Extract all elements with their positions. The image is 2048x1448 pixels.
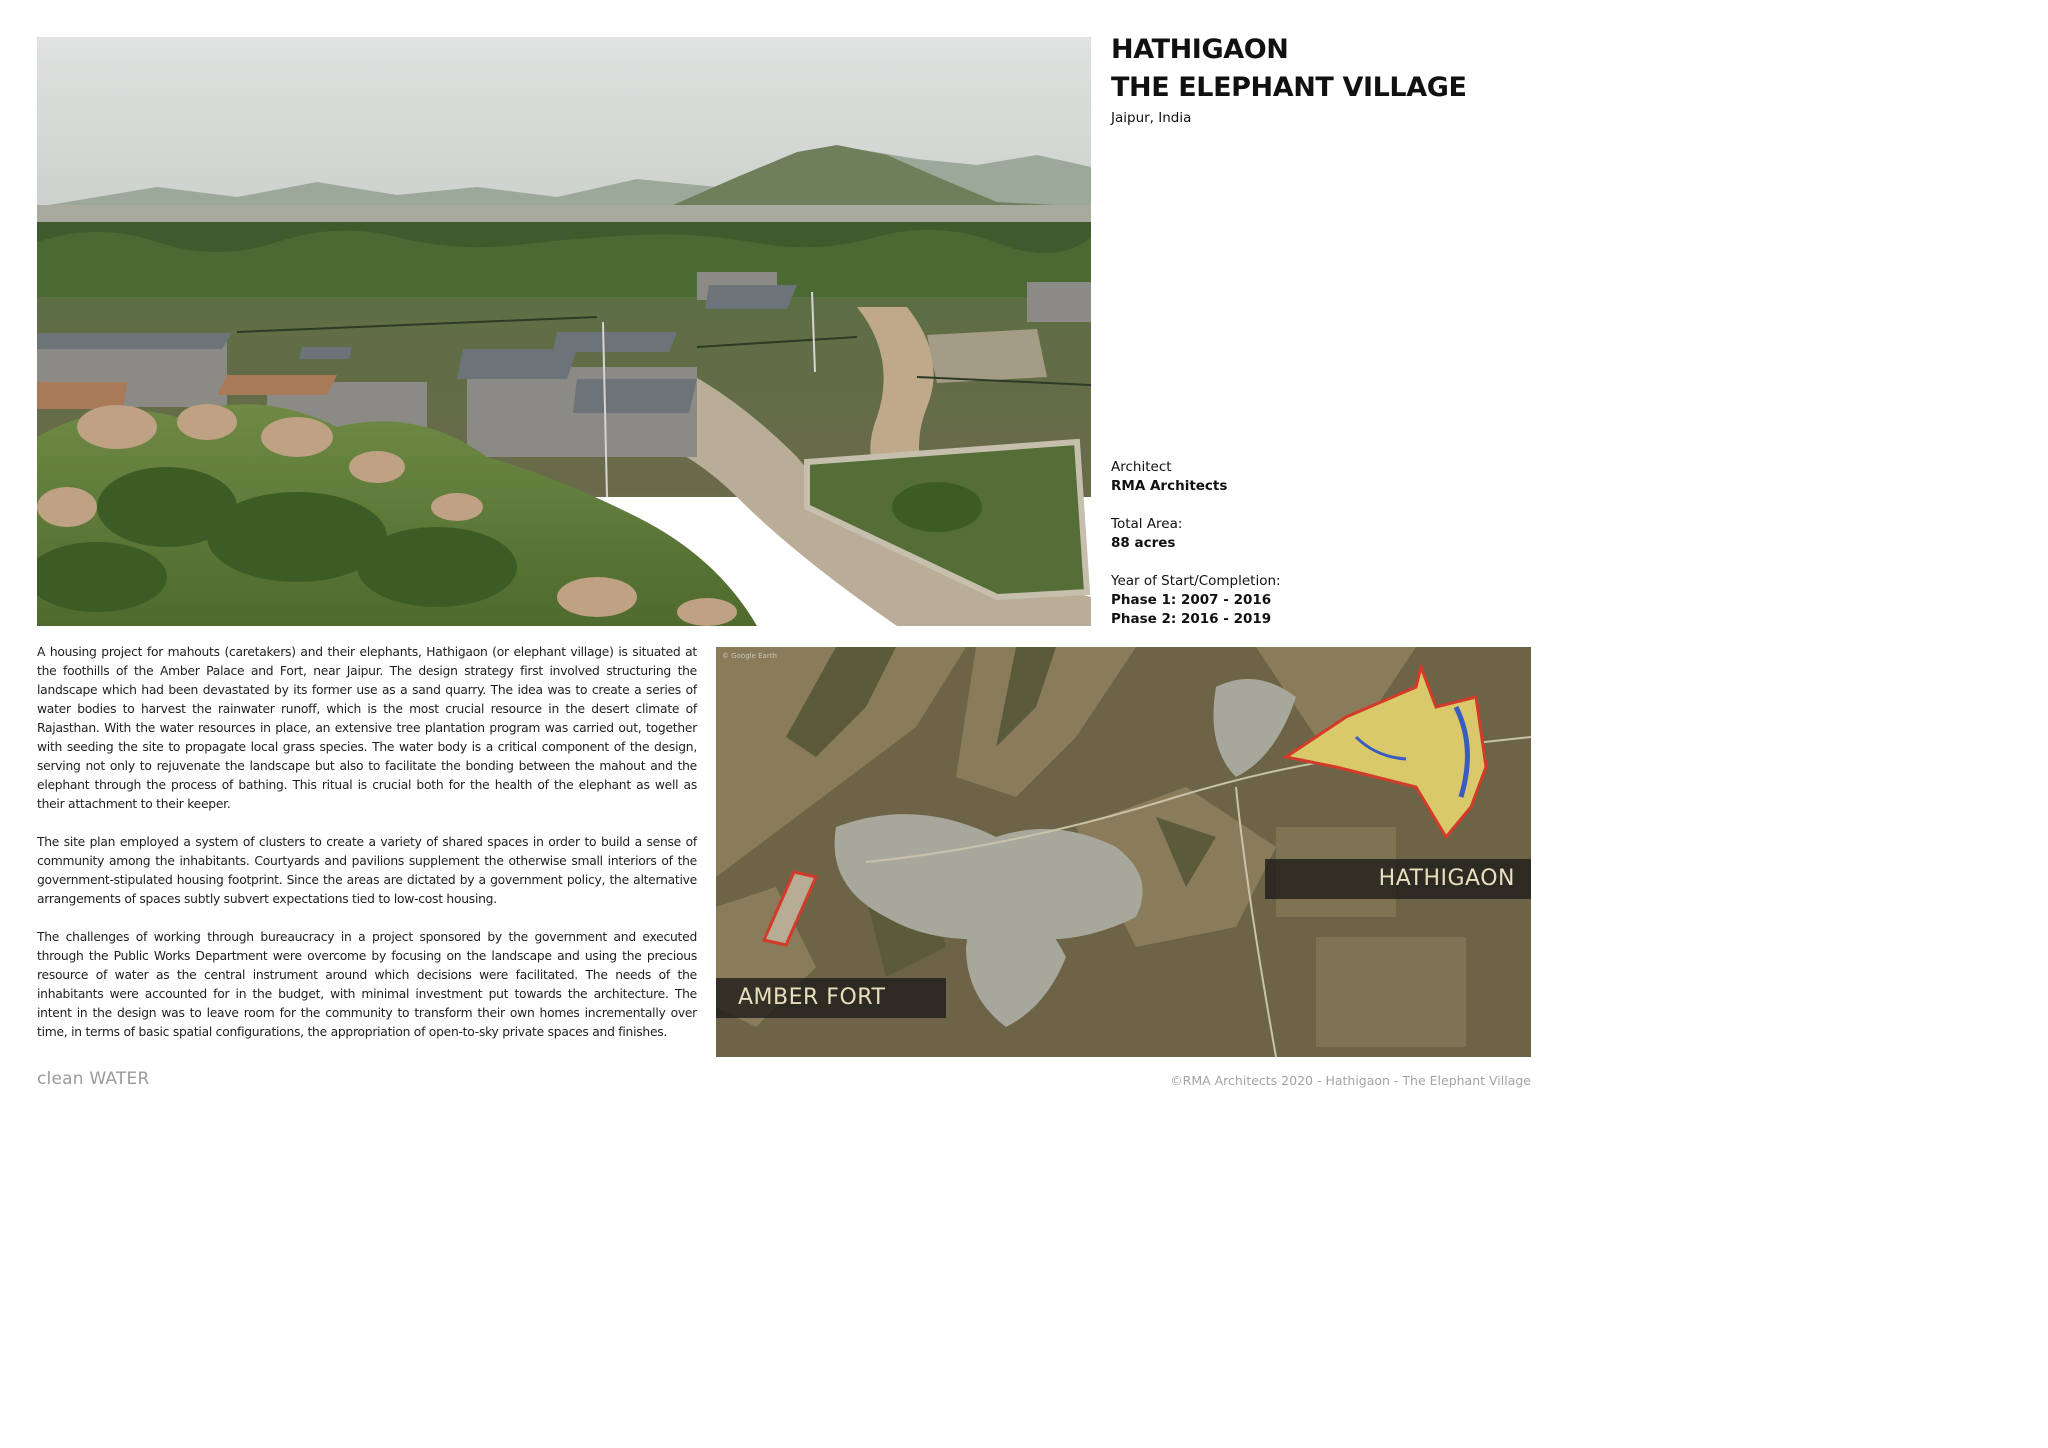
year-fact — [1111, 572, 1531, 629]
map-credit: © Google Earth — [722, 652, 777, 660]
title-block — [1111, 31, 1531, 127]
phase-2-value: Phase 2: 2016 - 2019 — [1111, 611, 1272, 627]
project-title: HATHIGAON — [1111, 34, 1289, 65]
footer-copyright: ©RMA Architects 2020 - Hathigaon - The Elephant Village — [1170, 1073, 1531, 1088]
project-location: Jaipur, India — [1111, 110, 1192, 126]
map-label-amber-fort: AMBER FORT — [716, 978, 946, 1018]
area-fact — [1111, 515, 1531, 553]
map-label-hathigaon: HATHIGAON — [1265, 859, 1531, 899]
architect-label: Architect — [1111, 459, 1172, 475]
phase-1-value: Phase 1: 2007 - 2016 — [1111, 592, 1272, 608]
description-paragraph: The challenges of working through bureaucracy in a project sponsored by the government and executed through the Public Works Department were overcome by focusing on the landscape and using the precious resource of water as the central instrument around which decisions were facilitated. The needs of the inhabitants were accounted for in the budget, with minimal investment put towards the architecture. The intent in the design was to leave room for the community to transform their own homes incrementally over time, in terms of basic spatial configurations, the appropriation of open-to-sky private spaces and finishes. — [37, 930, 697, 1039]
project-description — [37, 643, 697, 1061]
aerial-site-map — [716, 647, 1531, 1057]
architect-value: RMA Architects — [1111, 478, 1228, 494]
area-value: 88 acres — [1111, 535, 1176, 551]
project-facts — [1111, 458, 1531, 648]
description-paragraph: A housing project for mahouts (caretakers) and their elephants, Hathigaon (or elephant village) is situated at the foothills of the Amber Palace and Fort, near Jaipur. The design strategy first involved structuring the landscape which had been devastated by its former use as a sand quarry. The idea was to create a series of water bodies to harvest the rainwater runoff, which is the most crucial resource in the desert climate of Rajasthan. With the water resources in place, an extensive tree plantation program was carried out, together with seeding the site to propagate local grass species. The water body is a critical component of the design, serving not only to rejuvenate the landscape but also to facilitate the bonding between the mahout and the elephant through the process of bathing. This ritual is crucial both for the health of the elephant as well as their attachment to their keeper. — [37, 645, 697, 811]
year-label: Year of Start/Completion: — [1111, 573, 1281, 589]
area-label: Total Area: — [1111, 516, 1183, 532]
description-paragraph: The site plan employed a system of clusters to create a variety of shared spaces in order to build a sense of community among the inhabitants. Courtyards and pavilions supplement the otherwise small interiors of the government-stipulated housing footprint. Since the areas are dictated by a government policy, the alternative arrangements of spaces subtly subvert expectations tied to low-cost housing. — [37, 835, 697, 906]
project-subtitle: THE ELEPHANT VILLAGE — [1111, 72, 1467, 103]
architect-fact — [1111, 458, 1531, 496]
hero-photo-illustration — [37, 37, 1091, 626]
hero-photo — [37, 37, 1091, 626]
footer-category: clean WATER — [37, 1069, 150, 1089]
